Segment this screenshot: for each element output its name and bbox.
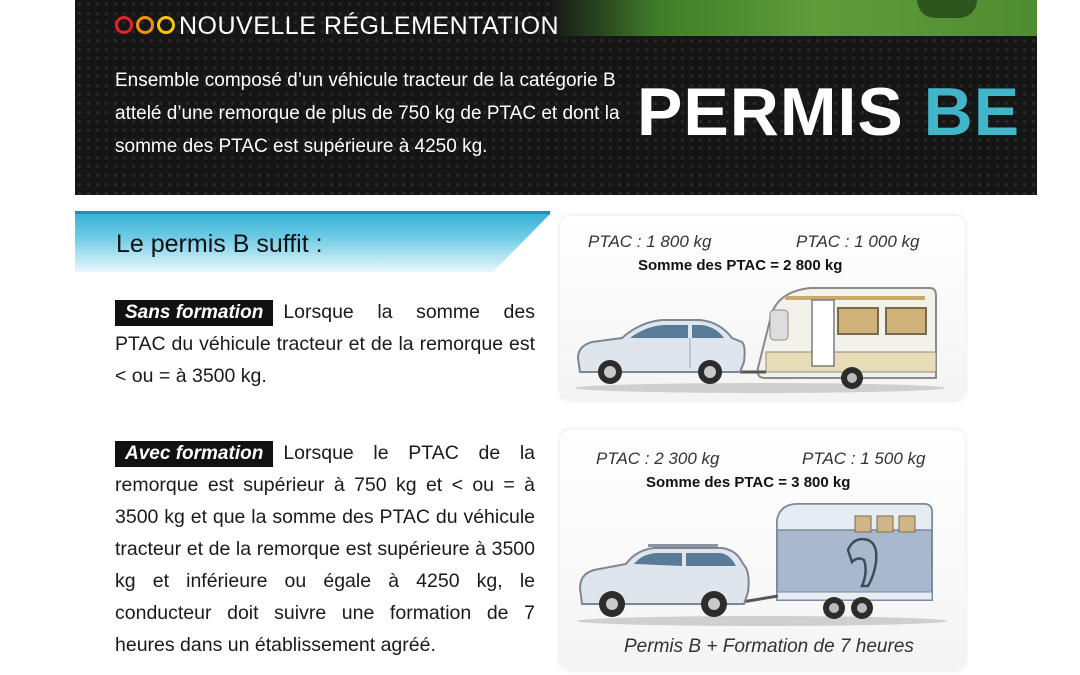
red-dot-icon <box>115 16 133 34</box>
header-panel <box>75 0 1037 195</box>
permis-be-title <box>637 72 1020 152</box>
header-title: NOUVELLE RÉGLEMENTATION <box>179 12 560 40</box>
yellow-dot-icon <box>157 16 175 34</box>
example-caption: Permis B + Formation de 7 heures <box>624 636 914 657</box>
rule-with-training <box>115 437 535 661</box>
ptac-vehicle-label: PTAC : 2 300 kg <box>596 449 720 468</box>
rule-text: Lorsque le PTAC de la remorque est supérieur à 750 kg et < ou = à 3500 kg et que la somme des PTAC du véhicule tracteur et de la remorque est supérieure à 3500 kg et inférieure ou égale à 4250 kg, le conducteur doit suivre une formation de 7 heures dans un établissement agréé. <box>115 442 535 656</box>
rule-without-training <box>115 296 535 392</box>
ptac-vehicle-label: PTAC : 1 800 kg <box>588 232 712 251</box>
tag-sans-formation: Sans formation <box>115 300 273 326</box>
ptac-sum-label: Somme des PTAC = 3 800 kg <box>646 474 851 491</box>
permis-title-main: PERMIS <box>637 74 924 150</box>
permis-title-accent: BE <box>923 74 1021 150</box>
suv-with-horse-trailer-illustration <box>572 496 957 628</box>
tag-avec-formation: Avec formation <box>115 441 273 467</box>
banner-heading: Le permis B suffit : <box>116 230 323 258</box>
ptac-trailer-label: PTAC : 1 500 kg <box>802 449 926 468</box>
grass-photo-strip <box>550 0 1037 36</box>
ptac-sum-label: Somme des PTAC = 2 800 kg <box>638 257 843 274</box>
orange-dot-icon <box>136 16 154 34</box>
rule-text: Lorsque la somme des PTAC du véhicule tracteur et de la remorque est < ou = à 3500 kg. <box>115 301 535 387</box>
header-description: Ensemble composé d’un véhicule tracteur de la catégorie B attelé d’une remorque de plus de 750 kg de PTAC et dont la somme des PTAC est supérieure à 4250 kg. <box>115 70 620 157</box>
ptac-trailer-label: PTAC : 1 000 kg <box>796 232 920 251</box>
traffic-dots-icon <box>115 16 175 34</box>
car-with-caravan-illustration <box>570 280 955 395</box>
